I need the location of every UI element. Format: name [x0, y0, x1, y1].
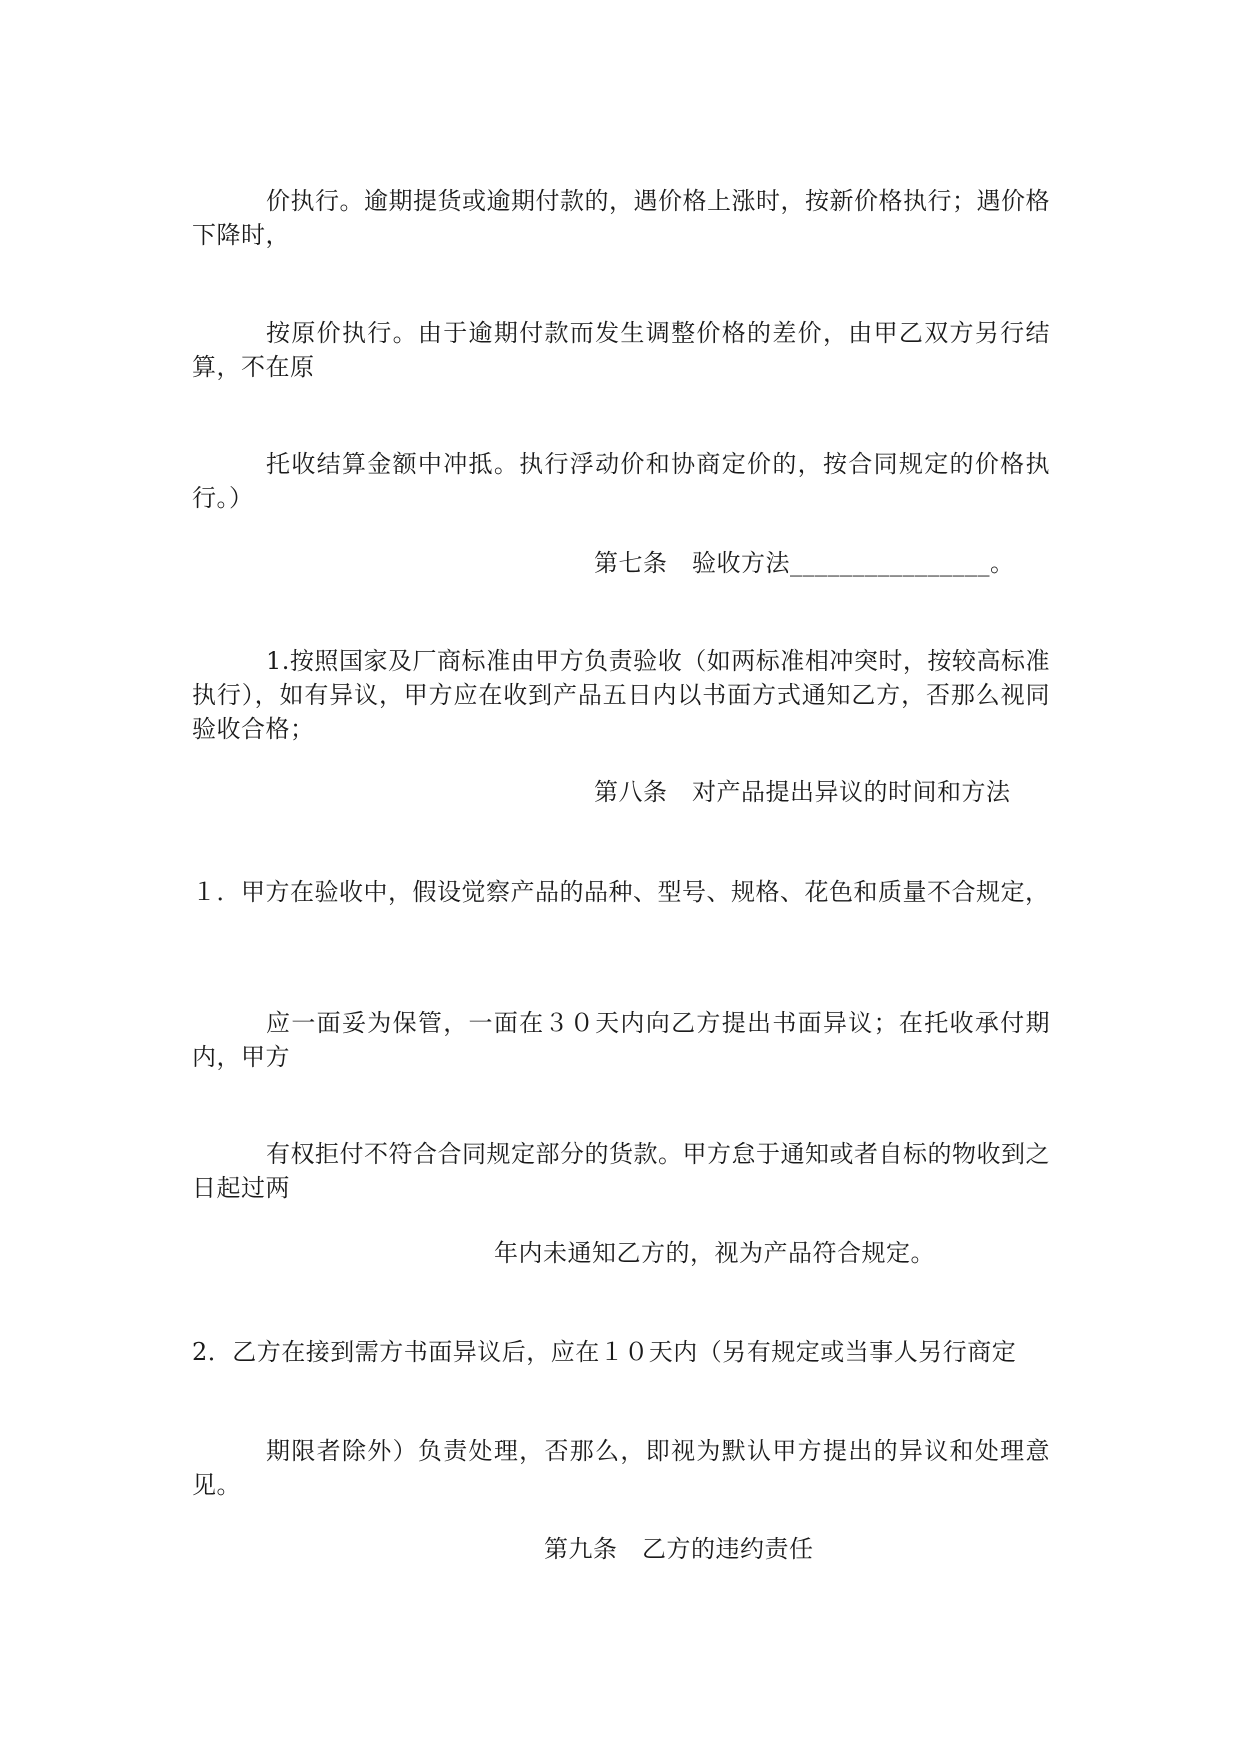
- article-9-heading: 第九条 乙方的违约责任: [544, 1535, 814, 1563]
- paragraph-refuse-payment: 有权拒付不符合合同规定部分的货款。甲方怠于通知或者自标的物收到之日起过两: [192, 1140, 1050, 1202]
- paragraph-price-execution: 价执行。逾期提货或逾期付款的，遇价格上涨时，按新价格执行；遇价格下降时，: [192, 187, 1050, 249]
- paragraph-objection-2: 2．乙方在接到需方书面异议后，应在１０天内（另有规定或当事人另行商定: [192, 1338, 1017, 1366]
- paragraph-handling-deadline: 期限者除外）负责处理，否那么，即视为默认甲方提出的异议和处理意见。: [192, 1437, 1050, 1499]
- paragraph-settlement: 托收结算金额中冲抵。执行浮动价和协商定价的，按合同规定的价格执行。）: [192, 450, 1050, 512]
- paragraph-original-price: 按原价执行。由于逾期付款而发生调整价格的差价，由甲乙双方另行结算，不在原: [192, 319, 1050, 381]
- paragraph-two-years: 年内未通知乙方的，视为产品符合规定。: [494, 1239, 935, 1267]
- paragraph-acceptance-standard: 1.按照国家及厂商标准由甲方负责验收（如两标准相冲突时，按较高标准执行），如有异议，甲方应在收到产品五日内以书面方式通知乙方，否那么视同验收合格；: [192, 647, 1050, 743]
- paragraph-objection-storage: 应一面妥为保管，一面在３０天内向乙方提出书面异议；在托收承付期内，甲方: [192, 1009, 1050, 1071]
- paragraph-objection-1: １．甲方在验收中，假设觉察产品的品种、型号、规格、花色和质量不合规定，: [192, 878, 1050, 906]
- article-7-heading: 第七条 验收方法________________。: [594, 549, 1015, 577]
- article-8-heading: 第八条 对产品提出异议的时间和方法: [594, 778, 1011, 806]
